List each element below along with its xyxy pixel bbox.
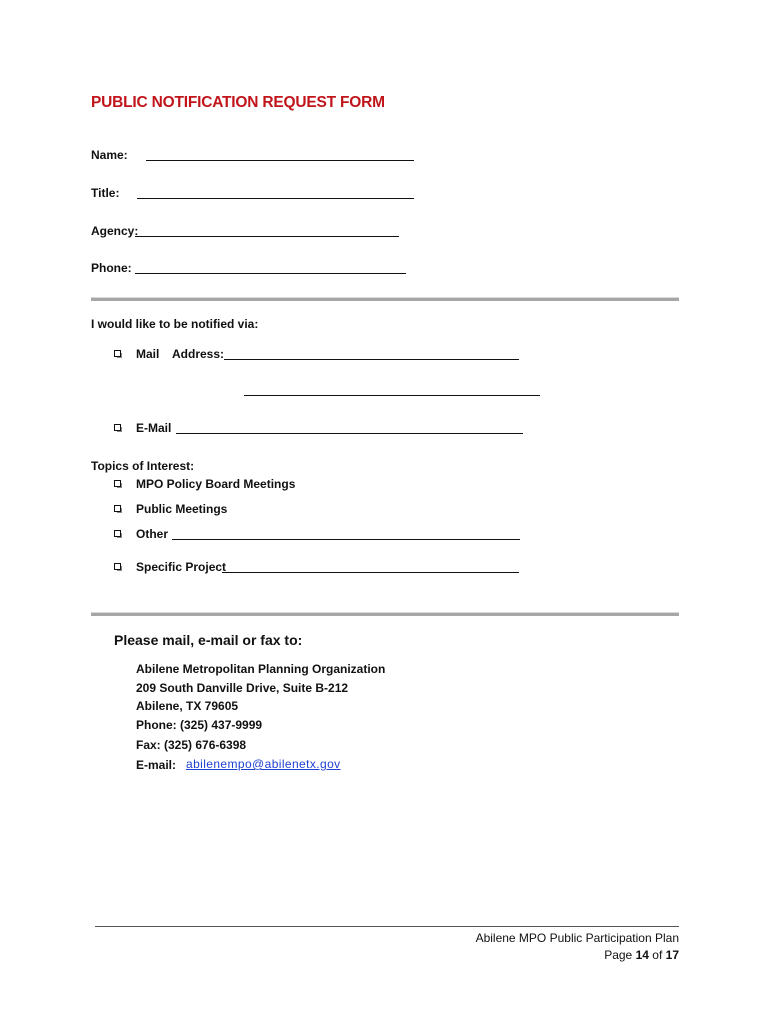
topics-heading: Topics of Interest: [91, 459, 195, 473]
page-current: 14 [635, 948, 649, 962]
name-label: Name: [91, 148, 128, 162]
phone-label: Phone: [91, 261, 132, 275]
phone-field[interactable] [135, 273, 406, 274]
send-to-heading: Please mail, e-mail or fax to: [114, 632, 303, 648]
email-checkbox[interactable] [114, 424, 121, 431]
notify-heading: I would like to be notified via: [91, 317, 259, 331]
address-field-line-1[interactable] [224, 359, 519, 360]
form-title: PUBLIC NOTIFICATION REQUEST FORM [91, 94, 385, 111]
other-field[interactable] [172, 539, 520, 540]
public-meetings-checkbox[interactable] [114, 505, 121, 512]
other-checkbox[interactable] [114, 530, 121, 537]
mpo-policy-label: MPO Policy Board Meetings [136, 477, 296, 491]
title-label: Title: [91, 186, 120, 200]
page-word: Page [604, 948, 633, 962]
other-label: Other [136, 527, 169, 541]
title-field[interactable] [137, 198, 414, 199]
public-meetings-label: Public Meetings [136, 502, 228, 516]
contact-fax: Fax: (325) 676-6398 [136, 738, 247, 752]
specific-project-checkbox[interactable] [114, 563, 121, 570]
agency-label: Agency: [91, 224, 139, 238]
agency-field[interactable] [135, 236, 399, 237]
mpo-policy-checkbox[interactable] [114, 480, 121, 487]
address-label: Address: [172, 347, 225, 361]
specific-project-label: Specific Project [136, 560, 227, 574]
mail-label: Mail [136, 347, 160, 361]
contact-email-link[interactable]: abilenempo@abilenetx.gov [186, 757, 341, 771]
footer-page-number [604, 947, 679, 963]
page-total: 17 [665, 948, 679, 962]
section-divider [91, 612, 679, 616]
footer-doc-title: Abilene MPO Public Participation Plan [475, 931, 679, 945]
org-name: Abilene Metropolitan Planning Organization [136, 662, 386, 676]
contact-phone: Phone: (325) 437-9999 [136, 718, 263, 732]
street-address: 209 South Danville Drive, Suite B-212 [136, 681, 349, 695]
page-of: of [652, 948, 663, 962]
address-field-line-2[interactable] [244, 395, 540, 396]
specific-project-field[interactable] [222, 572, 519, 573]
mail-checkbox[interactable] [114, 350, 121, 357]
email-field[interactable] [176, 433, 523, 434]
section-divider [91, 297, 679, 301]
email-label: E-Mail [136, 421, 172, 435]
footer-rule [95, 926, 679, 927]
name-field[interactable] [146, 160, 414, 161]
city-state-zip: Abilene, TX 79605 [136, 699, 239, 713]
contact-email-label: E-mail: [136, 758, 177, 772]
